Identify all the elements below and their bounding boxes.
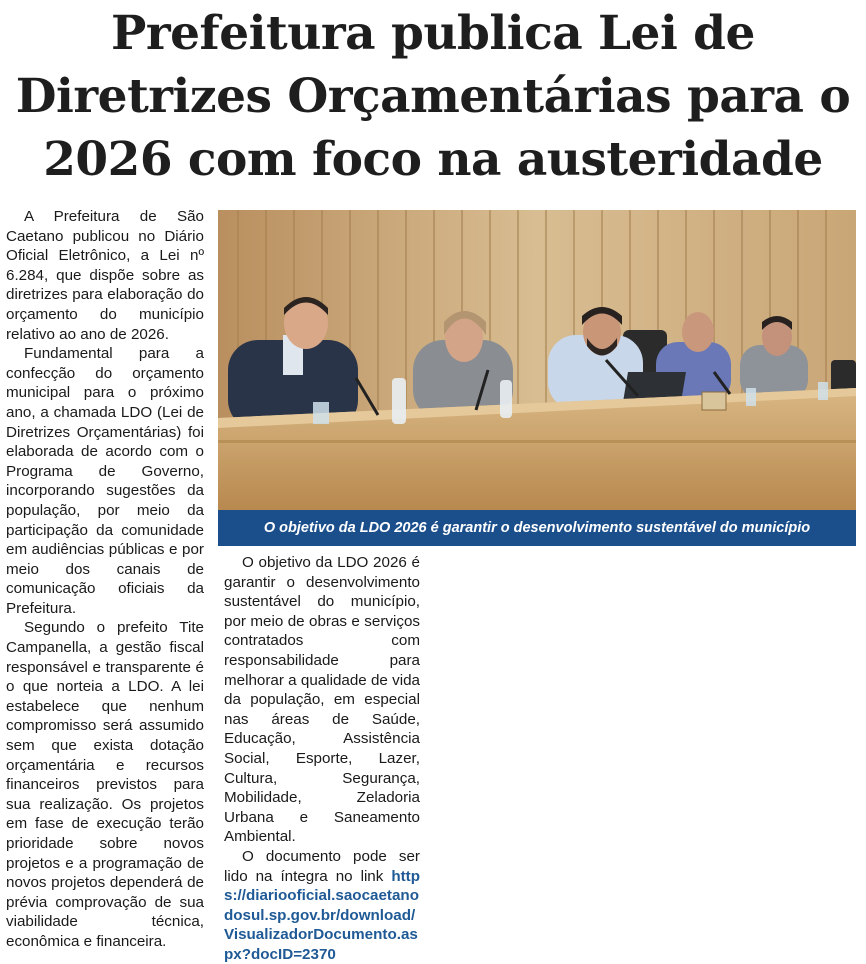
right-paragraph-2 <box>224 847 420 964</box>
photo-caption <box>218 510 856 546</box>
right-paragraph-1: O objetivo da LDO 2026 é garantir o desenvolvimento sustentável do município, por meio de obras e serviços contratados com responsabilidade para melhorar a qualidade de vida da população, em especial nas áreas de Saúde, Educação, Assistência Social, Esporte, Lazer, Cultura, Segurança, Mobilidade, Zeladoria Urbana e Saneamento Ambiental. <box>224 554 420 846</box>
headline-line-1: Prefeitura publica Lei de <box>111 6 755 61</box>
right-paragraph-2-text: O documento pode ser lido na íntegra no link <box>224 847 420 885</box>
right-column <box>224 553 420 964</box>
headline-line-3: 2026 com foco na austeridade <box>43 132 823 187</box>
headline-line-2: Diretrizes Orçamentárias para o <box>15 69 851 124</box>
photo-caption-text: O objetivo da LDO 2026 é garantir o desenvolvimento sustentável do município <box>263 520 811 536</box>
article-photo <box>218 210 856 510</box>
left-paragraph-3: Segundo o prefeito Tite Campanella, a gestão fiscal responsável e transparente é o que norteia a LDO. A lei estabelece que nenhum compromisso será assumido sem que exista dotação orçamentária e recursos financeiros previstos para sua realização. Os projetos em fase de execução terão prioridade sobre novos projetos e a programação de novos projetos dependerá de prévia comprovação de sua viabilidade técnica, econômica e financeira. <box>6 619 204 950</box>
left-column <box>6 207 204 952</box>
headline <box>0 2 866 191</box>
left-paragraph-1: A Prefeitura de São Caetano publicou no Diário Oficial Eletrônico, a Lei nº 6.284, que dispõe sobre as diretrizes para elaboração do orçamento do município relativo ao ano de 2026. <box>6 208 204 343</box>
document-link[interactable]: https://diariooficial.saocaetanodosul.sp.gov.br/download/VisualizadorDocumento.aspx?docID=2370 <box>224 867 420 963</box>
left-paragraph-2: Fundamental para a confecção do orçamento municipal para o próximo ano, a chamada LDO (Lei de Diretrizes Orçamentárias) foi elaborada de acordo com o Programa de Governo, incorporando sugestões da população, por meio da participação da comunidade em audiências públicas e por meio dos canais de comunicação oficiais da Prefeitura. <box>6 345 204 617</box>
